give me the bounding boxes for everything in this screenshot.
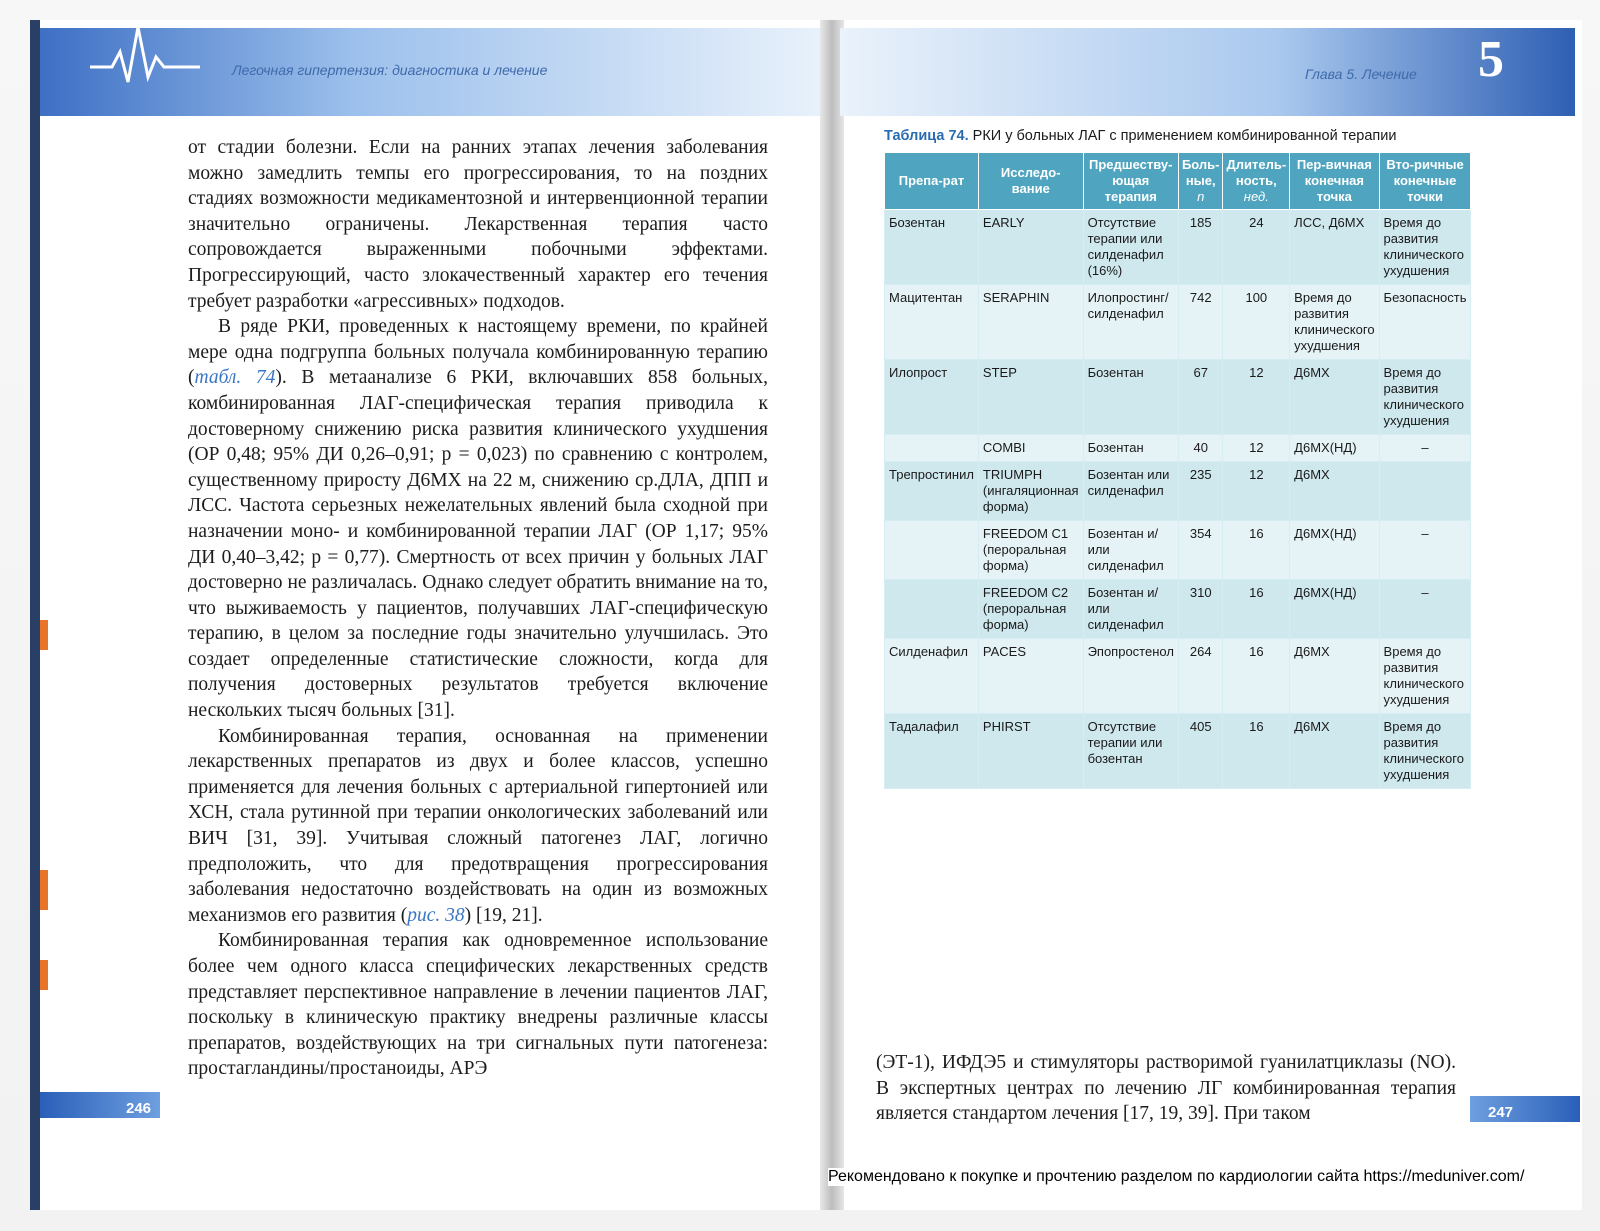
column-header-duration <box>1223 153 1290 210</box>
cell-primary: Д6МХ(НД) <box>1290 580 1379 639</box>
cell-study: FREEDOM C2 (пероральная форма) <box>978 580 1083 639</box>
table-header-row <box>885 153 1471 210</box>
column-header-primary-endpoint: Пер-вичная конечная точка <box>1290 153 1379 210</box>
left-body-text <box>188 135 768 1082</box>
cell-prior: Бозентан <box>1083 360 1178 435</box>
table-row <box>885 462 1471 521</box>
table-row <box>885 639 1471 714</box>
cell-secondary: Время до развития клинического ухудшения <box>1379 360 1471 435</box>
paragraph <box>188 314 768 724</box>
cell-study: SERAPHIN <box>978 285 1083 360</box>
table-row <box>885 435 1471 462</box>
table-row <box>885 285 1471 360</box>
table-row <box>885 210 1471 285</box>
edge-marker <box>40 960 48 990</box>
left-running-title: Легочная гипертензия: диагностика и лечение <box>232 62 548 78</box>
right-running-title: Глава 5. Лечение <box>1305 66 1417 82</box>
cell-n: 742 <box>1178 285 1223 360</box>
cell-study: STEP <box>978 360 1083 435</box>
paragraph: (ЭТ-1), ИФДЭ5 и стимуляторы растворимой гуанилатциклазы (NO). В экспертных центрах по лечению ЛГ комбинированная терапия является стандартом лечения [17, 19, 39]. При таком <box>876 1052 1456 1125</box>
table-caption <box>884 128 1396 144</box>
cell-n: 235 <box>1178 462 1223 521</box>
paragraph: от стадии болезни. Если на ранних этапах лечения заболевания можно замедлить темпы его прогрессирования, то на поздних стадиях возможности медикаментозной и интервенционной терапии значительно ограничены. Лекарственная терапия часто сопровождается выраженными побочными эффектами. Прогрессирующий, часто злокачественный характер его течения требует разработки «агрессивных» подходов. <box>188 137 768 312</box>
rct-table <box>884 152 1471 789</box>
cell-n: 40 <box>1178 435 1223 462</box>
right-body-text <box>876 1050 1456 1127</box>
column-header-patients <box>1178 153 1223 210</box>
right-header-band <box>840 28 1575 116</box>
table-row <box>885 714 1471 789</box>
table-caption-text: РКИ у больных ЛАГ с применением комбинированной терапии <box>968 128 1397 144</box>
column-header-study: Исследо-вание <box>978 153 1083 210</box>
cell-weeks: 16 <box>1223 580 1290 639</box>
text-run: В ряде РКИ, проведенных к настоящему времени, по крайней мере одна подгруппа больных получала комбинированную терапию ( <box>188 316 768 389</box>
cell-study: PHIRST <box>978 714 1083 789</box>
cell-weeks: 16 <box>1223 714 1290 789</box>
cell-prior: Бозентан и/или силденафил <box>1083 521 1178 580</box>
table-reference-link[interactable]: табл. 74 <box>194 367 276 389</box>
column-header-prior-therapy: Предшеству-ющая терапия <box>1083 153 1178 210</box>
cell-prior: Отсутствие терапии или силденафил (16%) <box>1083 210 1178 285</box>
cell-primary: Д6МХ(НД) <box>1290 521 1379 580</box>
cell-drug: Илопрост <box>885 360 979 435</box>
text-run: Комбинированная терапия, основанная на применении лекарственных препаратов из двух и более классов, успешно применяется для лечения больных с артериальной гипертонией или ХСН, стала рутинной при терапии онкологических заболеваний или ВИЧ [31, 39]. Учитывая сложный патогенез ЛАГ, логично предположить, что для предотвращения прогрессирования заболевания недостаточно воздействовать на один из возможных механизмов его развития ( <box>188 725 768 926</box>
cell-n: 185 <box>1178 210 1223 285</box>
cell-secondary: – <box>1379 580 1471 639</box>
cell-prior: Отсутствие терапии или бозентан <box>1083 714 1178 789</box>
paragraph: Комбинированная терапия как одновременное использование более чем одного класса специфических лекарственных средств представляет перспективное направление в лечении пациентов ЛАГ, поскольку в клиническую практику внедрены различные классы препаратов, воздействующих на три сигнальных пути патогенеза: простагландины/простаноиды, АРЭ <box>188 930 768 1080</box>
cell-study: EARLY <box>978 210 1083 285</box>
cell-study: TRIUMPH (ингаляционная форма) <box>978 462 1083 521</box>
book-gutter <box>820 20 844 1210</box>
right-page-number: 247 <box>1488 1104 1514 1121</box>
cell-weeks: 12 <box>1223 462 1290 521</box>
header-text: Длитель-ность, <box>1226 157 1287 188</box>
paragraph <box>188 724 768 929</box>
cell-prior: Илопростинг/силденафил <box>1083 285 1178 360</box>
cell-secondary: – <box>1379 521 1471 580</box>
cell-drug: Мацитентан <box>885 285 979 360</box>
header-text: Боль-ные, <box>1181 157 1220 188</box>
cell-drug <box>885 435 979 462</box>
cell-secondary: Безопасность <box>1379 285 1471 360</box>
cell-study: PACES <box>978 639 1083 714</box>
edge-marker <box>40 620 48 650</box>
cell-study: COMBI <box>978 435 1083 462</box>
cell-weeks: 12 <box>1223 360 1290 435</box>
cell-study: FREEDOM C1 (пероральная форма) <box>978 521 1083 580</box>
cell-secondary: Время до развития клинического ухудшения <box>1379 639 1471 714</box>
chapter-number: 5 <box>1478 31 1504 88</box>
cell-drug <box>885 521 979 580</box>
footer-recommendation: Рекомендовано к покупке и прочтению разделом по кардиологии сайта https://meduniver.com/ <box>828 1168 1525 1185</box>
cell-secondary <box>1379 462 1471 521</box>
cell-secondary: Время до развития клинического ухудшения <box>1379 210 1471 285</box>
cell-weeks: 16 <box>1223 521 1290 580</box>
cell-primary: ЛСС, Д6МХ <box>1290 210 1379 285</box>
cell-weeks: 100 <box>1223 285 1290 360</box>
cell-drug: Силденафил <box>885 639 979 714</box>
cell-n: 67 <box>1178 360 1223 435</box>
table-caption-label: Таблица 74. <box>884 128 969 144</box>
cell-primary: Д6МХ <box>1290 462 1379 521</box>
table-row <box>885 580 1471 639</box>
text-run: ) [19, 21]. <box>464 904 543 926</box>
edge-marker <box>40 870 48 910</box>
cell-prior: Бозентан или силденафил <box>1083 462 1178 521</box>
table-row <box>885 521 1471 580</box>
cell-secondary: – <box>1379 435 1471 462</box>
cell-primary: Д6МХ <box>1290 714 1379 789</box>
cell-primary: Время до развития клинического ухудшения <box>1290 285 1379 360</box>
cell-prior: Эпопростенол <box>1083 639 1178 714</box>
figure-reference-link[interactable]: рис. 38 <box>407 904 465 926</box>
column-header-drug: Препа-рат <box>885 153 979 210</box>
cell-drug: Трепростинил <box>885 462 979 521</box>
right-page-tab <box>1470 1096 1580 1122</box>
header-unit: n <box>1197 189 1205 204</box>
header-unit: нед. <box>1243 189 1269 204</box>
cell-drug: Бозентан <box>885 210 979 285</box>
cell-drug <box>885 580 979 639</box>
cell-weeks: 16 <box>1223 639 1290 714</box>
cell-primary: Д6МХ <box>1290 360 1379 435</box>
table-row <box>885 360 1471 435</box>
cell-prior: Бозентан <box>1083 435 1178 462</box>
cell-prior: Бозентан и/или силденафил <box>1083 580 1178 639</box>
cell-n: 405 <box>1178 714 1223 789</box>
cell-weeks: 12 <box>1223 435 1290 462</box>
cell-secondary: Время до развития клинического ухудшения <box>1379 714 1471 789</box>
cell-n: 264 <box>1178 639 1223 714</box>
column-header-secondary-endpoints: Вто-ричные конечные точки <box>1379 153 1471 210</box>
cell-drug: Тадалафил <box>885 714 979 789</box>
left-page-number: 246 <box>126 1100 152 1117</box>
cell-n: 310 <box>1178 580 1223 639</box>
cell-n: 354 <box>1178 521 1223 580</box>
heartbeat-pulse-icon <box>90 22 200 92</box>
text-run: ). В метаанализе 6 РКИ, включавших 858 больных, комбинированная ЛАГ-специфическая терапия приводила к достоверному снижению риска развития клинического ухудшения (ОР 0,48; 95% ДИ 0,26–0,91; p = 0,023) по сравнению с контролем, существенному приросту Д6МХ на 22 м, снижению ср.ДЛА, ДПП и ЛСС. Частота серьезных нежелательных явлений была сходной при назначении моно- и комбинированной терапии ЛАГ (ОР 1,17; 95% ДИ 0,40–3,42; p = 0,77). Смертность от всех причин у больных ЛАГ достоверно не различалась. Однако следует обратить внимание на то, что выживаемость у пациентов, получавших ЛАГ-специфическую терапию, в целом за последние годы значительно улучшилась. Это создает определенные статистические сложности, когда для получения достоверных результатов требуется включение нескольких тысяч больных [31]. <box>188 367 768 722</box>
cell-weeks: 24 <box>1223 210 1290 285</box>
cell-primary: Д6МХ(НД) <box>1290 435 1379 462</box>
cell-primary: Д6МХ <box>1290 639 1379 714</box>
